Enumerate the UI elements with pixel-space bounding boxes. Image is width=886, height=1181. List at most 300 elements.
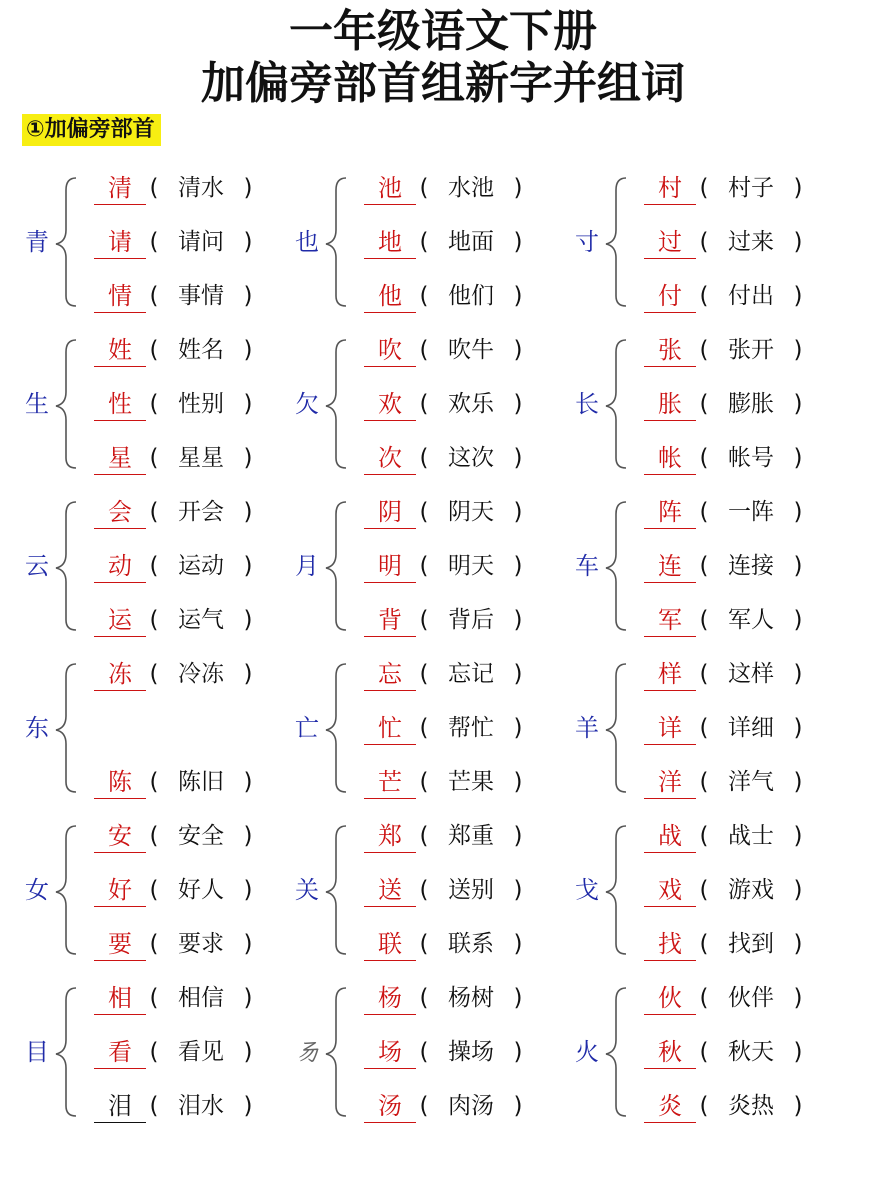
left-paren: (	[149, 283, 159, 309]
curly-brace-icon	[50, 334, 80, 474]
radical-char: 亡	[295, 714, 319, 742]
radical-char: 关	[295, 876, 319, 904]
radical-group	[572, 330, 852, 480]
curly-brace-icon	[600, 982, 630, 1122]
word-phrase	[142, 334, 260, 366]
word-text: 炎热	[728, 1093, 774, 1119]
left-paren: (	[419, 985, 429, 1011]
word-phrase	[692, 604, 810, 636]
answer-row	[94, 172, 294, 206]
answer-row	[644, 442, 844, 476]
new-character: 运	[94, 604, 146, 637]
word-text: 过来	[728, 229, 774, 255]
answer-row	[94, 280, 294, 314]
word-text: 星星	[178, 445, 224, 471]
radical-group	[22, 654, 302, 804]
page-title: 一年级语文下册	[289, 6, 597, 57]
right-paren: )	[513, 823, 523, 849]
right-paren: )	[243, 445, 253, 471]
left-paren: (	[699, 337, 709, 363]
left-paren: (	[419, 229, 429, 255]
answer-row	[94, 226, 294, 260]
word-text: 军人	[728, 607, 774, 633]
radical-group	[292, 330, 572, 480]
word-text: 姓名	[178, 337, 224, 363]
word-phrase	[692, 982, 810, 1014]
answer-row	[94, 1036, 294, 1070]
right-paren: )	[793, 337, 803, 363]
new-character: 详	[644, 712, 696, 745]
curly-brace-icon	[600, 172, 630, 312]
word-phrase	[412, 820, 530, 852]
right-paren: )	[243, 1039, 253, 1065]
word-phrase	[412, 334, 530, 366]
left-paren: (	[149, 769, 159, 795]
radical-group	[22, 492, 302, 642]
right-paren: )	[243, 499, 253, 525]
word-phrase	[692, 334, 810, 366]
word-text: 泪水	[178, 1093, 224, 1119]
new-character: 他	[364, 280, 416, 313]
answer-row	[644, 658, 844, 692]
right-paren: )	[513, 229, 523, 255]
radical-group	[22, 816, 302, 966]
word-phrase	[142, 388, 260, 420]
radical-char: 欠	[295, 390, 319, 418]
word-text: 地面	[448, 229, 494, 255]
left-paren: (	[699, 823, 709, 849]
word-text: 安全	[178, 823, 224, 849]
left-paren: (	[699, 715, 709, 741]
answer-row	[644, 982, 844, 1016]
answer-row	[364, 496, 564, 530]
word-phrase	[692, 442, 810, 474]
word-text: 一阵	[728, 499, 774, 525]
word-text: 付出	[728, 283, 774, 309]
word-text: 这样	[728, 661, 774, 687]
right-paren: )	[793, 175, 803, 201]
word-text: 送别	[448, 877, 494, 903]
left-paren: (	[149, 877, 159, 903]
new-character: 村	[644, 172, 696, 205]
left-paren: (	[699, 175, 709, 201]
word-text: 村子	[728, 175, 774, 201]
new-character: 场	[364, 1036, 416, 1069]
new-character: 吹	[364, 334, 416, 367]
word-text: 陈旧	[178, 769, 224, 795]
right-paren: )	[243, 175, 253, 201]
new-character: 郑	[364, 820, 416, 853]
word-phrase	[142, 226, 260, 258]
answer-row	[644, 334, 844, 368]
right-paren: )	[243, 823, 253, 849]
word-phrase	[142, 874, 260, 906]
word-text: 运动	[178, 553, 224, 579]
new-character: 样	[644, 658, 696, 691]
word-text: 操场	[448, 1039, 494, 1065]
word-text: 阴天	[448, 499, 494, 525]
new-character: 付	[644, 280, 696, 313]
new-character: 汤	[364, 1090, 416, 1123]
curly-brace-icon	[320, 496, 350, 636]
curly-brace-icon	[600, 334, 630, 474]
answer-row	[94, 658, 294, 692]
radical-group	[292, 492, 572, 642]
answer-row	[644, 1090, 844, 1124]
new-character: 张	[644, 334, 696, 367]
left-paren: (	[419, 769, 429, 795]
word-phrase	[142, 1036, 260, 1068]
word-phrase	[412, 442, 530, 474]
word-phrase	[142, 550, 260, 582]
left-paren: (	[149, 229, 159, 255]
left-paren: (	[699, 391, 709, 417]
right-paren: )	[793, 229, 803, 255]
new-character: 找	[644, 928, 696, 961]
right-paren: )	[793, 661, 803, 687]
left-paren: (	[149, 823, 159, 849]
radical-group	[572, 978, 852, 1128]
right-paren: )	[243, 283, 253, 309]
right-paren: )	[793, 283, 803, 309]
word-phrase	[412, 280, 530, 312]
left-paren: (	[149, 607, 159, 633]
word-text: 要求	[178, 931, 224, 957]
word-phrase	[142, 766, 260, 798]
curly-brace-icon	[50, 820, 80, 960]
left-paren: (	[419, 715, 429, 741]
right-paren: )	[793, 1093, 803, 1119]
new-character: 明	[364, 550, 416, 583]
word-text: 帐号	[728, 445, 774, 471]
right-paren: )	[513, 445, 523, 471]
right-paren: )	[793, 499, 803, 525]
radical-char: 女	[25, 876, 49, 904]
curly-brace-icon	[320, 334, 350, 474]
left-paren: (	[699, 499, 709, 525]
word-phrase	[412, 982, 530, 1014]
new-character: 陈	[94, 766, 146, 799]
word-phrase	[142, 172, 260, 204]
left-paren: (	[419, 1039, 429, 1065]
right-paren: )	[243, 769, 253, 795]
new-character: 次	[364, 442, 416, 475]
right-paren: )	[513, 553, 523, 579]
word-phrase	[142, 658, 260, 690]
left-paren: (	[419, 1093, 429, 1119]
answer-row	[364, 1090, 564, 1124]
new-character: 阵	[644, 496, 696, 529]
word-text: 连接	[728, 553, 774, 579]
answer-row	[644, 172, 844, 206]
radical-group	[22, 330, 302, 480]
word-phrase	[142, 1090, 260, 1122]
right-paren: )	[243, 931, 253, 957]
left-paren: (	[699, 445, 709, 471]
word-phrase	[692, 874, 810, 906]
new-character: 胀	[644, 388, 696, 421]
word-phrase	[142, 280, 260, 312]
answer-row	[94, 874, 294, 908]
new-character: 忘	[364, 658, 416, 691]
right-paren: )	[793, 553, 803, 579]
right-paren: )	[793, 391, 803, 417]
right-paren: )	[793, 445, 803, 471]
new-character: 动	[94, 550, 146, 583]
right-paren: )	[513, 877, 523, 903]
right-paren: )	[793, 823, 803, 849]
radical-char: 东	[25, 714, 49, 742]
new-character: 伙	[644, 982, 696, 1015]
answer-row	[644, 928, 844, 962]
new-character: 看	[94, 1036, 146, 1069]
answer-row	[364, 604, 564, 638]
left-paren: (	[419, 607, 429, 633]
answer-row	[644, 820, 844, 854]
new-character: 送	[364, 874, 416, 907]
word-phrase	[692, 496, 810, 528]
right-paren: )	[513, 715, 523, 741]
curly-brace-icon	[320, 658, 350, 798]
left-paren: (	[149, 499, 159, 525]
radical-char: 羊	[575, 714, 599, 742]
right-paren: )	[243, 607, 253, 633]
word-phrase	[692, 550, 810, 582]
right-paren: )	[513, 499, 523, 525]
answer-row	[94, 496, 294, 530]
word-phrase	[142, 820, 260, 852]
right-paren: )	[243, 1093, 253, 1119]
right-paren: )	[243, 877, 253, 903]
word-phrase	[692, 226, 810, 258]
answer-row	[364, 172, 564, 206]
right-paren: )	[513, 1093, 523, 1119]
word-text: 详细	[728, 715, 774, 741]
answer-row	[364, 820, 564, 854]
left-paren: (	[149, 931, 159, 957]
right-paren: )	[513, 769, 523, 795]
left-paren: (	[149, 445, 159, 471]
answer-row	[94, 982, 294, 1016]
word-phrase	[412, 226, 530, 258]
answer-row	[644, 550, 844, 584]
answer-row	[364, 982, 564, 1016]
word-phrase	[692, 766, 810, 798]
right-paren: )	[513, 931, 523, 957]
answer-row	[364, 388, 564, 422]
left-paren: (	[149, 1093, 159, 1119]
left-paren: (	[699, 229, 709, 255]
new-character: 泪	[94, 1090, 146, 1123]
word-text: 伙伴	[728, 985, 774, 1011]
left-paren: (	[149, 553, 159, 579]
right-paren: )	[793, 1039, 803, 1065]
radical-char: 青	[25, 228, 49, 256]
word-phrase	[692, 280, 810, 312]
left-paren: (	[149, 985, 159, 1011]
new-character: 背	[364, 604, 416, 637]
curly-brace-icon	[50, 658, 80, 798]
radical-char: 长	[575, 390, 599, 418]
radical-char: 戈	[575, 876, 599, 904]
word-text: 事情	[178, 283, 224, 309]
radical-char: 𠃓	[295, 1038, 319, 1066]
answer-row	[364, 658, 564, 692]
new-character: 芒	[364, 766, 416, 799]
curly-brace-icon	[50, 172, 80, 312]
word-text: 忘记	[448, 661, 494, 687]
radical-char: 云	[25, 552, 49, 580]
section-heading: ①加偏旁部首	[22, 114, 161, 146]
word-phrase	[692, 658, 810, 690]
word-text: 相信	[178, 985, 224, 1011]
new-character: 秋	[644, 1036, 696, 1069]
new-character: 军	[644, 604, 696, 637]
left-paren: (	[419, 391, 429, 417]
answer-row	[364, 280, 564, 314]
new-character: 相	[94, 982, 146, 1015]
new-character: 会	[94, 496, 146, 529]
left-paren: (	[699, 661, 709, 687]
curly-brace-icon	[600, 496, 630, 636]
left-paren: (	[149, 175, 159, 201]
new-character: 星	[94, 442, 146, 475]
word-phrase	[412, 874, 530, 906]
word-text: 水池	[448, 175, 494, 201]
right-paren: )	[793, 985, 803, 1011]
word-phrase	[692, 172, 810, 204]
answer-row	[644, 226, 844, 260]
word-text: 膨胀	[728, 391, 774, 417]
curly-brace-icon	[600, 820, 630, 960]
word-text: 好人	[178, 877, 224, 903]
left-paren: (	[419, 661, 429, 687]
answer-row	[644, 604, 844, 638]
word-phrase	[142, 442, 260, 474]
right-paren: )	[793, 769, 803, 795]
right-paren: )	[513, 175, 523, 201]
right-paren: )	[513, 607, 523, 633]
word-phrase	[412, 712, 530, 744]
new-character: 冻	[94, 658, 146, 691]
word-text: 开会	[178, 499, 224, 525]
new-character: 安	[94, 820, 146, 853]
word-text: 联系	[448, 931, 494, 957]
answer-row	[644, 766, 844, 800]
right-paren: )	[513, 283, 523, 309]
right-paren: )	[513, 337, 523, 363]
word-text: 性别	[178, 391, 224, 417]
answer-row	[364, 766, 564, 800]
right-paren: )	[243, 553, 253, 579]
curly-brace-icon	[50, 982, 80, 1122]
left-paren: (	[699, 1093, 709, 1119]
radical-char: 寸	[575, 228, 599, 256]
left-paren: (	[419, 283, 429, 309]
left-paren: (	[699, 553, 709, 579]
new-character: 忙	[364, 712, 416, 745]
radical-char: 目	[25, 1038, 49, 1066]
radical-char: 也	[295, 228, 319, 256]
answer-row	[94, 928, 294, 962]
new-character: 阴	[364, 496, 416, 529]
curly-brace-icon	[320, 982, 350, 1122]
word-text: 肉汤	[448, 1093, 494, 1119]
word-phrase	[692, 1090, 810, 1122]
new-character: 地	[364, 226, 416, 259]
right-paren: )	[793, 931, 803, 957]
word-phrase	[412, 766, 530, 798]
answer-row	[644, 874, 844, 908]
answer-row	[94, 388, 294, 422]
left-paren: (	[419, 823, 429, 849]
left-paren: (	[699, 769, 709, 795]
answer-row	[94, 334, 294, 368]
curly-brace-icon	[320, 172, 350, 312]
word-phrase	[412, 928, 530, 960]
radical-group	[572, 492, 852, 642]
word-phrase	[412, 1036, 530, 1068]
word-phrase	[142, 982, 260, 1014]
radical-char: 生	[25, 390, 49, 418]
word-phrase	[412, 604, 530, 636]
left-paren: (	[149, 1039, 159, 1065]
word-text: 秋天	[728, 1039, 774, 1065]
answer-row	[644, 496, 844, 530]
right-paren: )	[243, 985, 253, 1011]
new-character: 连	[644, 550, 696, 583]
left-paren: (	[419, 877, 429, 903]
word-text: 这次	[448, 445, 494, 471]
left-paren: (	[149, 337, 159, 363]
word-text: 找到	[728, 931, 774, 957]
word-text: 洋气	[728, 769, 774, 795]
curly-brace-icon	[600, 658, 630, 798]
new-character: 战	[644, 820, 696, 853]
word-text: 明天	[448, 553, 494, 579]
right-paren: )	[793, 715, 803, 741]
new-character: 炎	[644, 1090, 696, 1123]
new-character: 过	[644, 226, 696, 259]
radical-group	[292, 816, 572, 966]
new-character: 戏	[644, 874, 696, 907]
curly-brace-icon	[320, 820, 350, 960]
right-paren: )	[513, 391, 523, 417]
curly-brace-icon	[50, 496, 80, 636]
radical-group	[22, 978, 302, 1128]
word-phrase	[412, 496, 530, 528]
word-text: 张开	[728, 337, 774, 363]
new-character: 杨	[364, 982, 416, 1015]
radical-char: 月	[295, 552, 319, 580]
new-character: 要	[94, 928, 146, 961]
answer-row	[644, 1036, 844, 1070]
radical-group	[572, 816, 852, 966]
word-phrase	[412, 388, 530, 420]
answer-row	[94, 766, 294, 800]
word-phrase	[412, 172, 530, 204]
answer-row	[94, 1090, 294, 1124]
right-paren: )	[243, 337, 253, 363]
word-phrase	[412, 550, 530, 582]
left-paren: (	[419, 499, 429, 525]
new-character: 清	[94, 172, 146, 205]
left-paren: (	[699, 931, 709, 957]
word-text: 芒果	[448, 769, 494, 795]
answer-row	[364, 334, 564, 368]
new-character: 性	[94, 388, 146, 421]
left-paren: (	[419, 931, 429, 957]
